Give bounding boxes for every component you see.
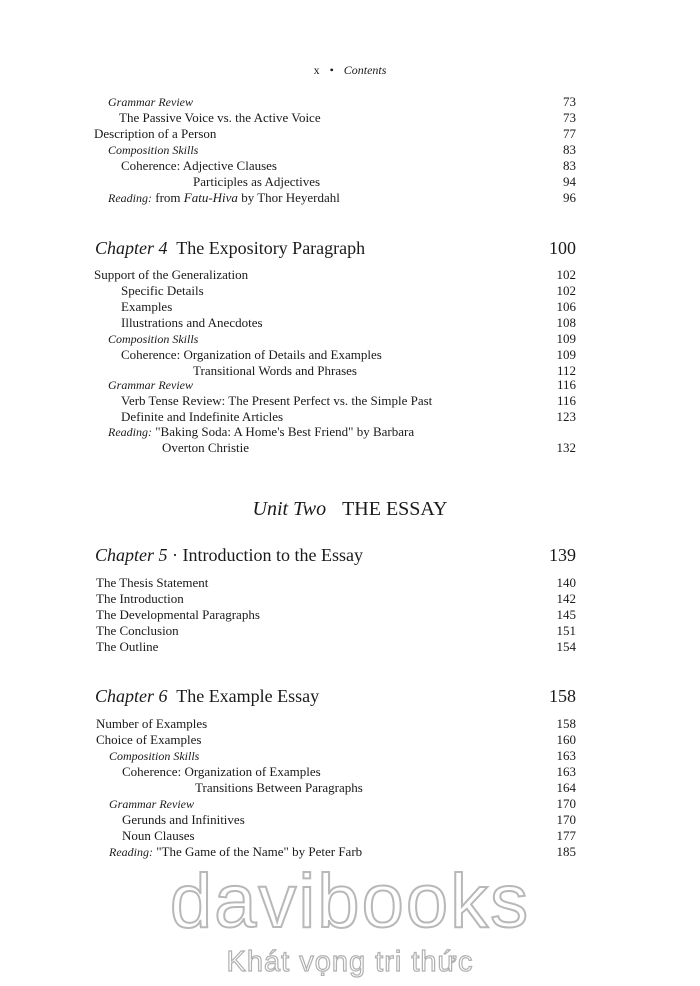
page-number: 109 [556, 331, 576, 346]
page-number: 163 [556, 748, 576, 763]
toc-entry-composition-skills: Composition Skills 163 [109, 748, 576, 763]
toc-entry-support: Support of the Generalization 102 [94, 267, 576, 282]
toc-entry-description-person: Description of a Person 77 [94, 126, 576, 141]
chapter-page-number: 139 [549, 545, 576, 565]
toc-entry-gerunds: Gerunds and Infinitives 170 [122, 812, 576, 827]
toc-entry-participles: Participles as Adjectives 94 [193, 174, 576, 189]
toc-entry-specific-details: Specific Details 102 [121, 283, 576, 298]
toc-entry-organization-details: Coherence: Organization of Details and Examples 109 [121, 347, 576, 362]
page-number: 77 [563, 126, 576, 141]
page-number: 140 [556, 575, 576, 590]
page-number: 112 [556, 363, 576, 378]
watermark-brand: davibooks [169, 859, 531, 944]
toc-entry-reading-baking-soda-cont: Overton Christie 132 [162, 440, 576, 455]
toc-entry-developmental: The Developmental Paragraphs 145 [96, 607, 576, 622]
toc-entry-choice-examples: Choice of Examples 160 [96, 732, 576, 747]
page-number: 154 [556, 639, 576, 654]
page-number: 116 [556, 377, 576, 392]
page-number: 108 [556, 315, 576, 330]
toc-entry-articles: Definite and Indefinite Articles 123 [121, 409, 576, 424]
toc-entry-organization-examples: Coherence: Organization of Examples 163 [122, 764, 576, 779]
unit-heading: Unit Two THE ESSAY [252, 498, 448, 520]
toc-entry-number-examples: Number of Examples 158 [96, 716, 576, 731]
page-number: 96 [563, 190, 576, 205]
toc-entry-conclusion: The Conclusion 151 [96, 623, 576, 638]
toc-entry-reading-baking-soda: Reading: "Baking Soda: A Home's Best Friend" by Barbara [108, 424, 415, 439]
page-number: 83 [563, 158, 576, 173]
page-number: 160 [556, 732, 576, 747]
page-number: 73 [563, 94, 576, 109]
page-number: 116 [556, 393, 576, 408]
page-number: 170 [556, 812, 576, 827]
page-number: 123 [556, 409, 576, 424]
page-number: 145 [556, 607, 576, 622]
page-number: 158 [556, 716, 576, 731]
chapter-page-number: 158 [549, 686, 576, 706]
page-number: 185 [556, 844, 576, 859]
page-number: 102 [556, 283, 576, 298]
toc-entry-passive-voice: The Passive Voice vs. the Active Voice 73 [119, 110, 576, 125]
toc-entry-reading-game-name: Reading: "The Game of the Name" by Peter Farb 185 [109, 844, 576, 859]
chapter-5-heading: Chapter 5 · Introduction to the Essay 139 [95, 545, 576, 565]
toc-entry-thesis: The Thesis Statement 140 [96, 575, 576, 590]
page-number: 132 [556, 440, 576, 455]
page-number: 102 [556, 267, 576, 282]
toc-entry-outline: The Outline 154 [96, 639, 576, 654]
toc-entry-noun-clauses: Noun Clauses 177 [122, 828, 576, 843]
page-number: 83 [563, 142, 576, 157]
page-number: 163 [556, 764, 576, 779]
page-number: 164 [556, 780, 576, 795]
toc-entry-grammar-review: Grammar Review 73 [108, 94, 576, 109]
page-number: 151 [556, 623, 576, 638]
page-number: 106 [556, 299, 576, 314]
page-number: 94 [563, 174, 576, 189]
page-number: 177 [556, 828, 576, 843]
header-page-number: x [313, 63, 320, 77]
toc-entry-introduction: The Introduction 142 [96, 591, 576, 606]
toc-entry-grammar-review: Grammar Review 116 [108, 377, 576, 392]
chapter-6-heading: Chapter 6 The Example Essay 158 [95, 686, 576, 706]
toc-entry-transitions: Transitions Between Paragraphs 164 [195, 780, 576, 795]
chapter-4-heading: Chapter 4 The Expository Paragraph 100 [95, 238, 576, 258]
page-number: 109 [556, 347, 576, 362]
toc-entry-illustrations: Illustrations and Anecdotes 108 [121, 315, 576, 330]
page-number: 170 [556, 796, 576, 811]
toc-entry-transitional-words: Transitional Words and Phrases 112 [193, 363, 576, 378]
toc-entry-verb-tense: Verb Tense Review: The Present Perfect vs. the Simple Past 116 [121, 393, 576, 408]
chapter-page-number: 100 [549, 238, 576, 258]
page-number: 73 [563, 110, 576, 125]
toc-entry-adjective-clauses: Coherence: Adjective Clauses 83 [121, 158, 576, 173]
toc-entry-grammar-review: Grammar Review 170 [109, 796, 576, 811]
toc-entry-examples: Examples 106 [121, 299, 576, 314]
header-section: Contents [343, 63, 387, 77]
page-number: 142 [556, 591, 576, 606]
toc-entry-composition-skills: Composition Skills 109 [108, 331, 576, 346]
header-bullet: • [329, 63, 334, 77]
running-header [0, 63, 700, 78]
toc-entry-reading-fatu-hiva: Reading: from Fatu-Hiva by Thor Heyerdahl 96 [108, 190, 576, 205]
toc-entry-composition-skills: Composition Skills 83 [108, 142, 576, 157]
watermark-tagline: Khát vọng tri thức [226, 946, 474, 978]
